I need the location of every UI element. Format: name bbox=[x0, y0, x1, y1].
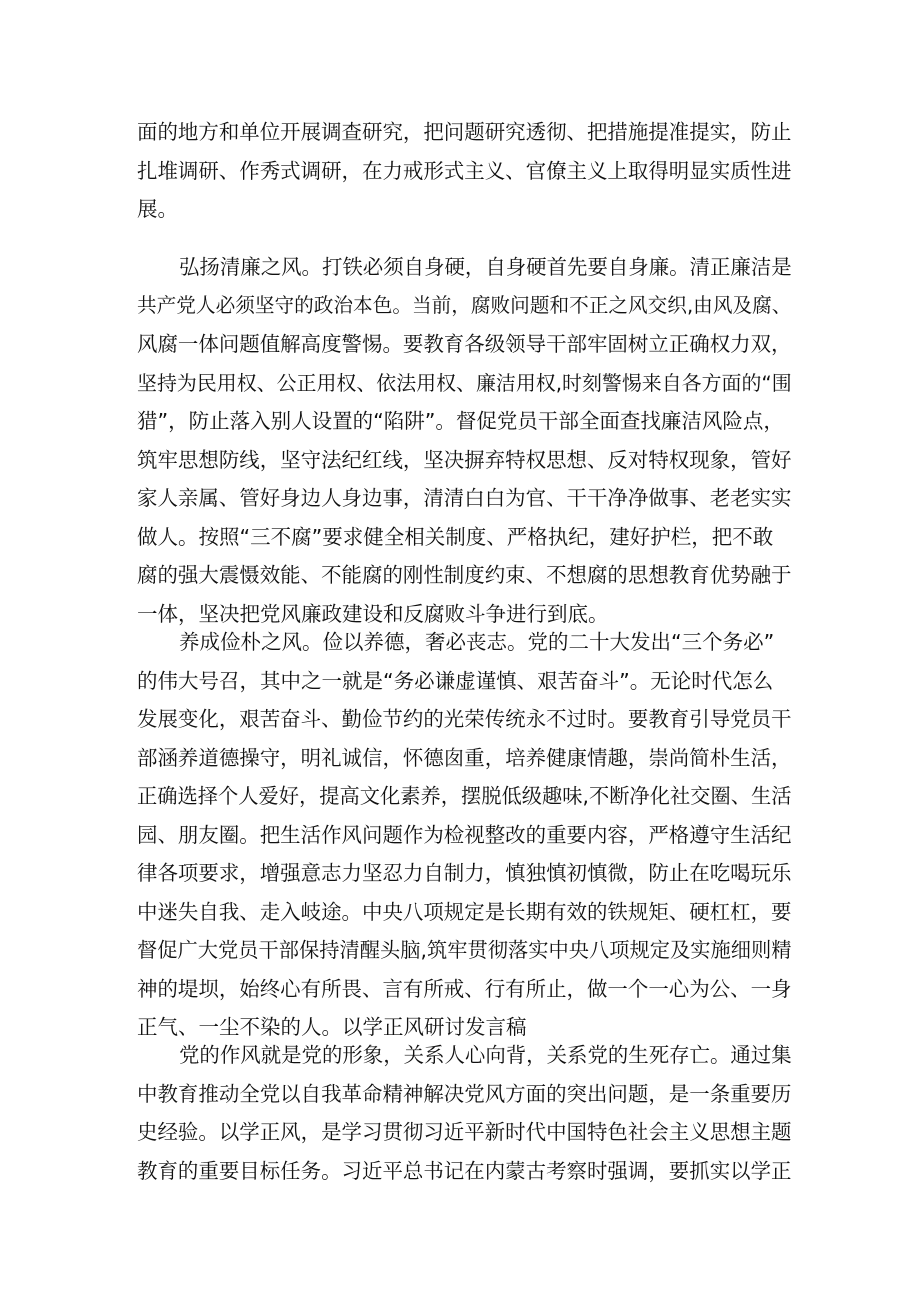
paragraph-integrity bbox=[137, 248, 792, 633]
text-line: 做人。按照“三不腐”要求健全相关制度、严格执纪，建好护栏，把不敢 bbox=[137, 524, 774, 549]
text-line: 发展变化，艰苦奋斗、勤俭节约的光荣传统永不过时。要教育引导党员干 bbox=[137, 707, 792, 731]
paragraph-continuation bbox=[137, 113, 792, 229]
paragraph-party-style bbox=[137, 1036, 792, 1190]
text-line-first: 养成俭朴之风。俭以养德，奢必丧志。党的二十大发出“三个务必” bbox=[179, 630, 775, 654]
text-line: 筑牢思想防线，坚守法纪红线，坚决摒弃特权思想、反对特权现象，管好 bbox=[137, 447, 792, 472]
text-line: 的伟大号召，其中之一就是“务必谦虚谨慎、艰苦奋斗”。无论时代怎么 bbox=[137, 668, 774, 693]
text-line: 教育的重要目标任务。习近平总书记在内蒙古考察时强调，要抓实以学正 bbox=[137, 1158, 792, 1183]
text-line: 展。 bbox=[137, 197, 178, 221]
text-line: 督促广大党员干部保持清醒头脑,筑牢贯彻落实中央八项规定及实施细则精 bbox=[137, 938, 792, 962]
text-line: 中迷失自我、走入岐途。中央八项规定是长期有效的铁规矩、硬杠杠，要 bbox=[137, 899, 792, 924]
paragraph-frugality bbox=[137, 623, 792, 1047]
text-line-first: 党的作风就是党的形象，关系人心向背，关系党的生死存亡。通过集 bbox=[179, 1043, 792, 1067]
text-line: 面的地方和单位开展调查研究，把问题研究透彻、把措施提准提实，防止 bbox=[137, 120, 792, 144]
text-line: 园、朋友圈。把生活作风问题作为检视整改的重要内容，严格遵守生活纪 bbox=[137, 822, 792, 847]
text-line: 坚持为民用权、公正用权、依法用权、廉洁用权,时刻警惕来自各方面的“围 bbox=[137, 370, 792, 395]
text-line: 共产党人必须坚守的政治本色。当前，腐败问题和不正之风交织,由风及腐、 bbox=[137, 293, 792, 317]
text-line: 正确选择个人爱好，提高文化素养，摆脱低级趣味,不断净化社交圈、生活 bbox=[137, 784, 792, 808]
text-line: 猎”，防止落入别人设置的“陷阱”。督促党员干部全面查找廉洁风险点， bbox=[137, 409, 784, 433]
text-line: 部涵养道德操守，明礼诚信，怀德囱重，培养健康情趣，崇尚简朴生活， bbox=[137, 745, 792, 770]
text-line: 正气、一尘不染的人。以学正风研讨发言稿 bbox=[137, 1015, 527, 1039]
text-line: 律各项要求，增强意志力坚忍力自制力，慎独慎初慎微，防止在吃喝玩乐 bbox=[137, 861, 792, 885]
text-line: 一体，坚决把党风廉政建设和反腐败斗争进行到底。 bbox=[137, 601, 609, 626]
text-line-first: 弘扬清廉之风。打铁必须自身硬，自身硬首先要自身廉。清正廉洁是 bbox=[179, 255, 792, 279]
text-line: 史经验。以学正风，是学习贯彻习近平新时代中国特色社会主义思想主题 bbox=[137, 1120, 792, 1144]
text-line: 扎堆调研、作秀式调研，在力戒形式主义、官僚主义上取得明显实质性进 bbox=[137, 158, 792, 183]
text-line: 家人亲属、管好身边人身边事，清清白白为官、干干净净做事、老老实实 bbox=[137, 486, 792, 510]
text-line: 风腐一体问题值解高度警惕。要教育各级领导干部牢固树立正确权力双， bbox=[137, 332, 792, 356]
text-line: 腐的强大震慑效能、不能腐的刚性制度约束、不想腐的思想教育优势融于 bbox=[137, 563, 792, 587]
text-line: 中教育推动全党以自我革命精神解决党风方面的突出问题，是一条重要历 bbox=[137, 1081, 792, 1106]
text-line: 神的堤坝，始终心有所畏、言有所戒、行有所止，做一个一心为公、一身 bbox=[137, 976, 792, 1001]
